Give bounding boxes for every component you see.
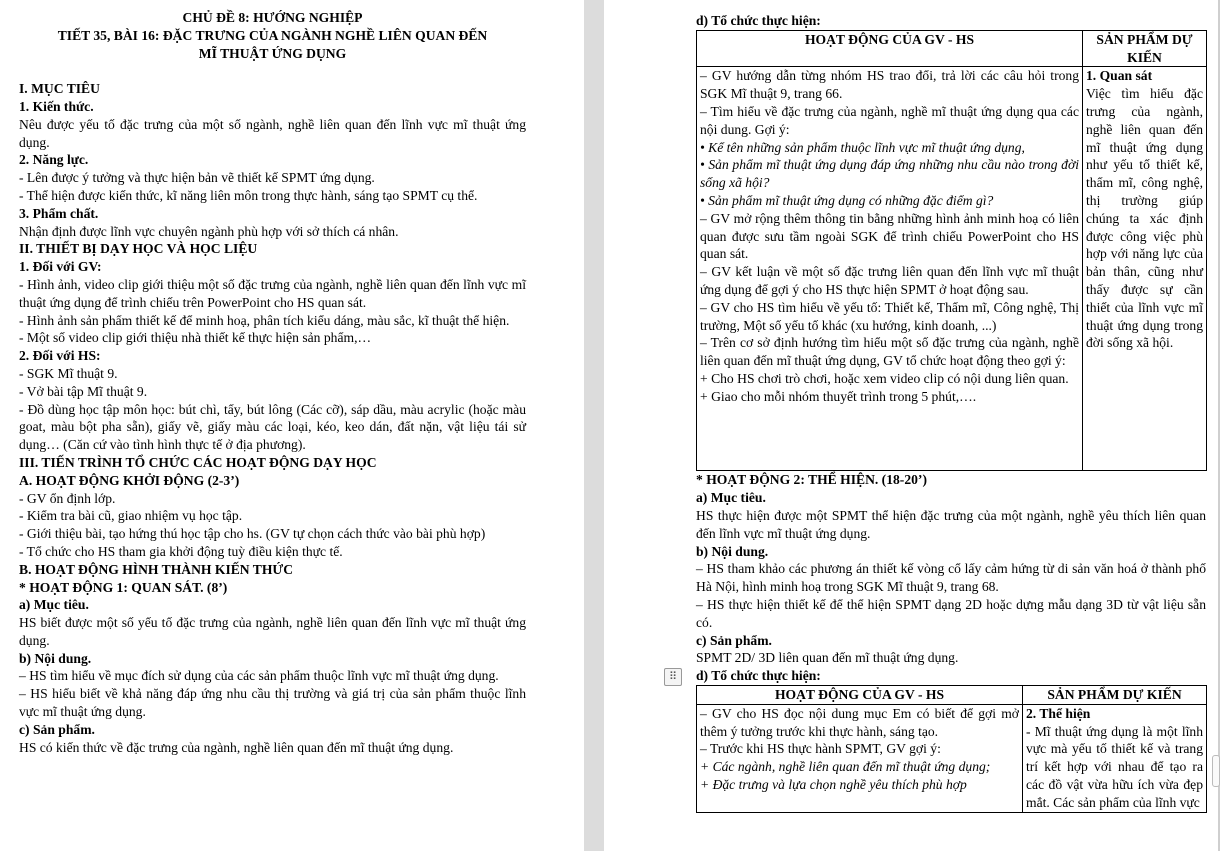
body-paragraph: A. HOẠT ĐỘNG KHỞI ĐỘNG (2-3’) <box>19 472 240 488</box>
body-paragraph: - GV ổn định lớp. <box>19 490 116 506</box>
table-paragraph: • Sản phẩm mĩ thuật ứng dụng có những đặc điểm gì? <box>700 192 994 208</box>
body-paragraph: - Thể hiện được kiến thức, kĩ năng liên môn trong thực hành, sáng tạo SPMT cụ thể. <box>19 187 478 203</box>
table-cell-activity <box>697 704 1023 812</box>
table-paragraph: – Tìm hiểu về đặc trưng của ngành, nghề mĩ thuật ứng dụng qua các nội dung. Gợi ý: <box>700 103 1079 137</box>
body-paragraph: HS thực hiện được một SPMT thể hiện đặc trưng của một ngành, nghề yêu thích liên quan đến lĩnh vực mĩ thuật ứng dụng. <box>696 507 1206 541</box>
table-paragraph: – GV hướng dẫn từng nhóm HS trao đổi, trả lời các câu hỏi trong SGK Mĩ thuật 9, trang 66. <box>700 68 1079 102</box>
body-paragraph: c) Sản phẩm. <box>696 632 772 648</box>
body-paragraph: Nhận định được lĩnh vực chuyên ngành phù hợp với sở thích cá nhân. <box>19 223 399 239</box>
table-header-activity: HOẠT ĐỘNG CỦA GV - HS <box>697 685 1023 704</box>
body-paragraph: b) Nội dung. <box>19 650 92 666</box>
product-title: 1. Quan sát <box>1086 68 1153 84</box>
body-paragraph: - Tổ chức cho HS tham gia khởi động tuỳ điều kiện thực tế. <box>19 543 343 559</box>
body-paragraph: 1. Đối với GV: <box>19 259 102 275</box>
product-text: - Mĩ thuật ứng dụng là một lĩnh vực mà yếu tố thiết kế và trang trí kết hợp với nhau để tạo ra các đồ vật vừa hữu ích vừa đẹp mắt. Các sản phẩm của lĩnh vực <box>1026 723 1203 810</box>
document-page-left <box>0 0 584 851</box>
body-paragraph: - Lên được ý tưởng và thực hiện bản vẽ thiết kế SPMT ứng dụng. <box>19 170 375 186</box>
body-paragraph: - Giới thiệu bài, tạo hứng thú học tập cho hs. (GV tự chọn cách thức vào bài phù hợp) <box>19 526 486 542</box>
body-paragraph: - Một số video clip giới thiệu nhà thiết kế thực hiện sản phẩm,… <box>19 330 372 346</box>
body-paragraph: - SGK Mĩ thuật 9. <box>19 365 118 381</box>
body-paragraph: c) Sản phẩm. <box>19 721 95 737</box>
table-paragraph: – GV cho HS đọc nội dung mục Em có biết để gợi mở thêm ý tưởng trước khi thực hành, sáng tạo. <box>700 705 1019 739</box>
body-paragraph: - Đồ dùng học tập môn học: bút chì, tẩy, bút lông (Các cỡ), sáp dầu, màu acrylic (hoặc màu goat, màu bột pha sẵn), giấy vẽ, giấy màu các loại, kéo, keo dán, đất nặn, vật liệu tái sử dụng… (Căn cứ vào tình hình thực tế ở địa phương). <box>19 401 526 453</box>
table-header-activity: HOẠT ĐỘNG CỦA GV - HS <box>697 30 1083 67</box>
body-paragraph: – HS tham khảo các phương án thiết kế vòng cổ lấy cảm hứng từ di sản văn hoá ở thành phố Hà Nội, hình minh hoạ trong SGK Mĩ thuật 9, trang 68. <box>696 561 1206 595</box>
table-cell-activity <box>697 67 1083 471</box>
activity-table-2 <box>696 685 1207 813</box>
page-left-content <box>0 9 526 756</box>
body-paragraph: d) Tổ chức thực hiện: <box>696 668 821 684</box>
body-paragraph: SPMT 2D/ 3D liên quan đến mĩ thuật ứng dụng. <box>696 650 959 666</box>
document-page-right <box>604 0 1220 851</box>
body-paragraph: - Kiểm tra bài cũ, giao nhiệm vụ học tập. <box>19 508 243 524</box>
body-paragraph: * HOẠT ĐỘNG 1: QUAN SÁT. (8’) <box>19 579 228 595</box>
body-paragraph: 1. Kiến thức. <box>19 98 94 114</box>
body-paragraph: HS có kiến thức về đặc trưng của ngành, nghề liên quan đến mĩ thuật ứng dụng. <box>19 739 454 755</box>
body-paragraph: Nêu được yếu tố đặc trưng của một số ngành, nghề liên quan đến lĩnh vực mĩ thuật ứng dụng. <box>19 116 526 150</box>
body-paragraph: 2. Năng lực. <box>19 152 89 168</box>
page-gap <box>584 0 604 851</box>
table-cell-product <box>1023 704 1207 812</box>
body-paragraph: * HOẠT ĐỘNG 2: THỂ HIỆN. (18-20’) <box>696 472 927 488</box>
body-paragraph: – HS thực hiện thiết kế để thể hiện SPMT dạng 2D hoặc dựng mẫu dạng 3D từ vật liệu sẵn có. <box>696 596 1206 630</box>
table-paragraph: • Sản phẩm mĩ thuật ứng dụng đáp ứng những nhu cầu nào trong đời sống xã hội? <box>700 157 1079 191</box>
body-paragraph: a) Mục tiêu. <box>696 490 766 506</box>
table-paragraph: – GV kết luận về một số đặc trưng liên quan đến lĩnh vực mĩ thuật ứng dụng để gợi ý cho HS thực hiện SPMT ở hoạt động sau. <box>700 264 1079 297</box>
scrollbar-thumb[interactable] <box>1212 755 1220 787</box>
activity-table-1 <box>696 30 1207 472</box>
product-title: 2. Thể hiện <box>1026 705 1091 721</box>
body-paragraph: 2. Đối với HS: <box>19 348 101 364</box>
table-paragraph: – Trên cơ sở định hướng tìm hiểu một số đặc trưng của ngành, nghề liên quan đến mĩ thuật ứng dụng, GV tổ chức hoạt động theo gợi ý: <box>700 335 1079 369</box>
table-header-product: SẢN PHẨM DỰ KIẾN <box>1023 685 1207 704</box>
table-paragraph: – GV mở rộng thêm thông tin bằng những hình ảnh minh hoạ có liên quan được sưu tầm ngoài SGK để trình chiếu PowerPoint cho HS quan sát. <box>700 210 1079 262</box>
topic-title: CHỦ ĐỀ 8: HƯỚNG NGHIỆP <box>182 10 363 25</box>
body-paragraph: a) Mục tiêu. <box>19 597 89 613</box>
body-paragraph: I. MỤC TIÊU <box>19 81 100 97</box>
left-body <box>19 80 526 756</box>
table-paragraph: + Các ngành, nghề liên quan đến mĩ thuật ứng dụng; <box>700 759 991 775</box>
lesson-subtitle: MĨ THUẬT ỨNG DỤNG <box>198 45 347 61</box>
body-paragraph: - Vở bài tập Mĩ thuật 9. <box>19 383 148 399</box>
right-body <box>696 471 1206 685</box>
body-paragraph: - Hình ảnh, video clip giới thiệu một số đặc trưng của ngành, nghề liên quan đến lĩnh vực mĩ thuật ứng dụng để trình chiếu trên PowerPoint cho HS quan sát. <box>19 276 526 310</box>
body-paragraph: III. TIẾN TRÌNH TỔ CHỨC CÁC HOẠT ĐỘNG DẠY HỌC <box>19 454 377 470</box>
body-paragraph: – HS tìm hiểu về mục đích sử dụng của các sản phẩm thuộc lĩnh vực mĩ thuật ứng dụng. <box>19 668 499 684</box>
page-right-content <box>604 12 1206 813</box>
body-paragraph: - Hình ảnh sản phẩm thiết kế để minh hoạ, phân tích kiểu dáng, màu sắc, kĩ thuật thể hiện. <box>19 312 510 328</box>
table-paragraph: + Đặc trưng và lựa chọn nghề yêu thích phù hợp <box>700 776 967 792</box>
body-paragraph: b) Nội dung. <box>696 543 769 559</box>
table-paragraph: – GV cho HS tìm hiểu về yếu tố: Thiết kế, Thẩm mĩ, Công nghệ, Thị trường, Một số yếu tố khác (xu hướng, kinh doanh, ...) <box>700 299 1079 333</box>
table-paragraph: • Kể tên những sản phẩm thuộc lĩnh vực mĩ thuật ứng dụng, <box>700 139 1025 155</box>
lesson-title: TIẾT 35, BÀI 16: ĐẶC TRƯNG CỦA NGÀNH NGHỀ LIÊN QUAN ĐẾN <box>57 27 488 43</box>
table-paragraph: – Trước khi HS thực hành SPMT, GV gợi ý: <box>700 741 941 757</box>
body-paragraph: – HS hiểu biết về khả năng đáp ứng nhu cầu thị trường và giá trị của sản phẩm thuộc lĩnh vực mĩ thuật ứng dụng. <box>19 686 526 720</box>
section-heading: d) Tổ chức thực hiện: <box>696 13 821 28</box>
table-header-product: SẢN PHẨM DỰ KIẾN <box>1083 30 1207 67</box>
body-paragraph: 3. Phẩm chất. <box>19 205 99 221</box>
drag-handle-icon[interactable]: ⠿ <box>664 668 682 686</box>
table-paragraph: + Giao cho mỗi nhóm thuyết trình trong 5 phút,…. <box>700 388 977 404</box>
body-paragraph: HS biết được một số yếu tố đặc trưng của ngành, nghề liên quan đến lĩnh vực mĩ thuật ứng dụng. <box>19 615 526 648</box>
table-paragraph: + Cho HS chơi trò chơi, hoặc xem video clip có nội dung liên quan. <box>700 370 1069 386</box>
product-text: Việc tìm hiểu đặc trưng của ngành, nghề liên quan đến mĩ thuật ứng dụng như yếu tố thiết kế, thẩm mĩ, công nghệ, thị trường giúp chúng ta xác định được công việc phù hợp với năng lực của bản thân, cũng như thấy được sự cần thiết của lĩnh vực mĩ thuật ứng dụng trong đời sống xã hội. <box>1086 86 1203 351</box>
table-cell-product <box>1083 67 1207 471</box>
body-paragraph: B. HOẠT ĐỘNG HÌNH THÀNH KIẾN THỨC <box>19 561 294 577</box>
body-paragraph: II. THIẾT BỊ DẠY HỌC VÀ HỌC LIỆU <box>19 241 258 257</box>
